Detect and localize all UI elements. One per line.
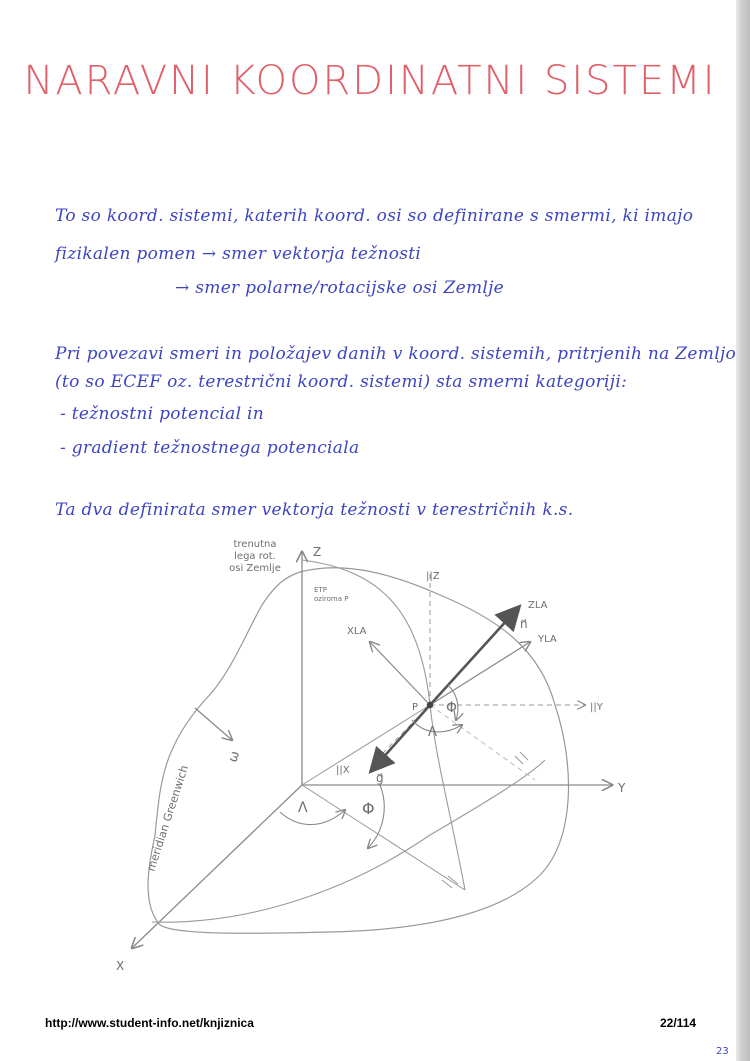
rotation-note: lega rot.: [234, 551, 276, 562]
text-line: → smer polarne/rotacijske osi Zemlje: [175, 278, 505, 298]
tick-mark: [520, 752, 528, 760]
x-la-axis: [370, 642, 430, 705]
z-axis-label: Z: [313, 545, 322, 559]
list-item: - težnostni potencial in: [60, 404, 265, 424]
lambda-label-origin: Λ: [298, 800, 308, 816]
footer-url[interactable]: http://www.student-info.net/knjiznica: [45, 1016, 254, 1030]
par-z-label: ||Z: [426, 571, 440, 582]
rotation-note: trenutna: [233, 539, 277, 550]
list-item: - gradient težnostnega potenciala: [60, 438, 360, 458]
corner-page-number: 23: [716, 1046, 729, 1057]
text-line: To so koord. sistemi, katerih koord. osi so definirane s smermi, ki imajo: [55, 206, 694, 226]
rotation-note: osi Zemlje: [229, 563, 281, 574]
x-axis-label: X: [116, 959, 125, 973]
par-x-label: ||X: [336, 765, 350, 776]
text-line: Pri povezavi smeri in položajev danih v koord. sistemih, pritrjenih na Zemljo: [55, 344, 737, 364]
phi-label-local: Φ: [446, 700, 458, 716]
footer-page-number: 22/114: [660, 1016, 697, 1030]
dashed-ext: [430, 705, 535, 780]
z-la-label: ZLA: [528, 600, 548, 611]
lambda-label-local: Λ: [428, 725, 437, 740]
projection-line: [302, 705, 430, 785]
meridian-label: meridian Greenwich: [144, 763, 192, 873]
point-p-label: P: [412, 702, 419, 713]
coordinate-diagram: [0, 530, 740, 980]
omega-label: ω: [225, 749, 244, 765]
y-la-label: YLA: [538, 634, 557, 645]
page-title: NARAVNI KOORDINATNI SISTEMI: [23, 58, 717, 104]
etp-note: oziroma P: [314, 595, 349, 603]
x-la-label: XLA: [347, 626, 367, 637]
phi-label-origin: Φ: [362, 799, 375, 818]
gravity-vector: [372, 705, 430, 770]
text-line: Ta dva definirata smer vektorja težnosti v terestričnih k.s.: [55, 500, 574, 520]
omega-arrow: [195, 708, 232, 740]
text-line: (to so ECEF oz. terestrični koord. sistemi) sta smerni kategoriji:: [55, 372, 628, 392]
equator-curve: [152, 760, 545, 922]
y-axis-label: Y: [618, 781, 626, 795]
normal-vector: [430, 608, 518, 705]
gravity-vector-label: g⃗: [376, 771, 384, 785]
text-line: fizikalen pomen → smer vektorja težnosti: [55, 244, 422, 264]
normal-vector-label: n⃗: [520, 617, 528, 631]
lambda-arc-local: [412, 720, 462, 732]
meridian-curve: [302, 560, 465, 890]
lambda-arc-origin: [280, 810, 345, 825]
par-y-label: ||Y: [590, 702, 603, 713]
etp-note: ETP: [314, 586, 327, 594]
point-p: [427, 702, 433, 708]
tick-mark: [515, 756, 523, 764]
